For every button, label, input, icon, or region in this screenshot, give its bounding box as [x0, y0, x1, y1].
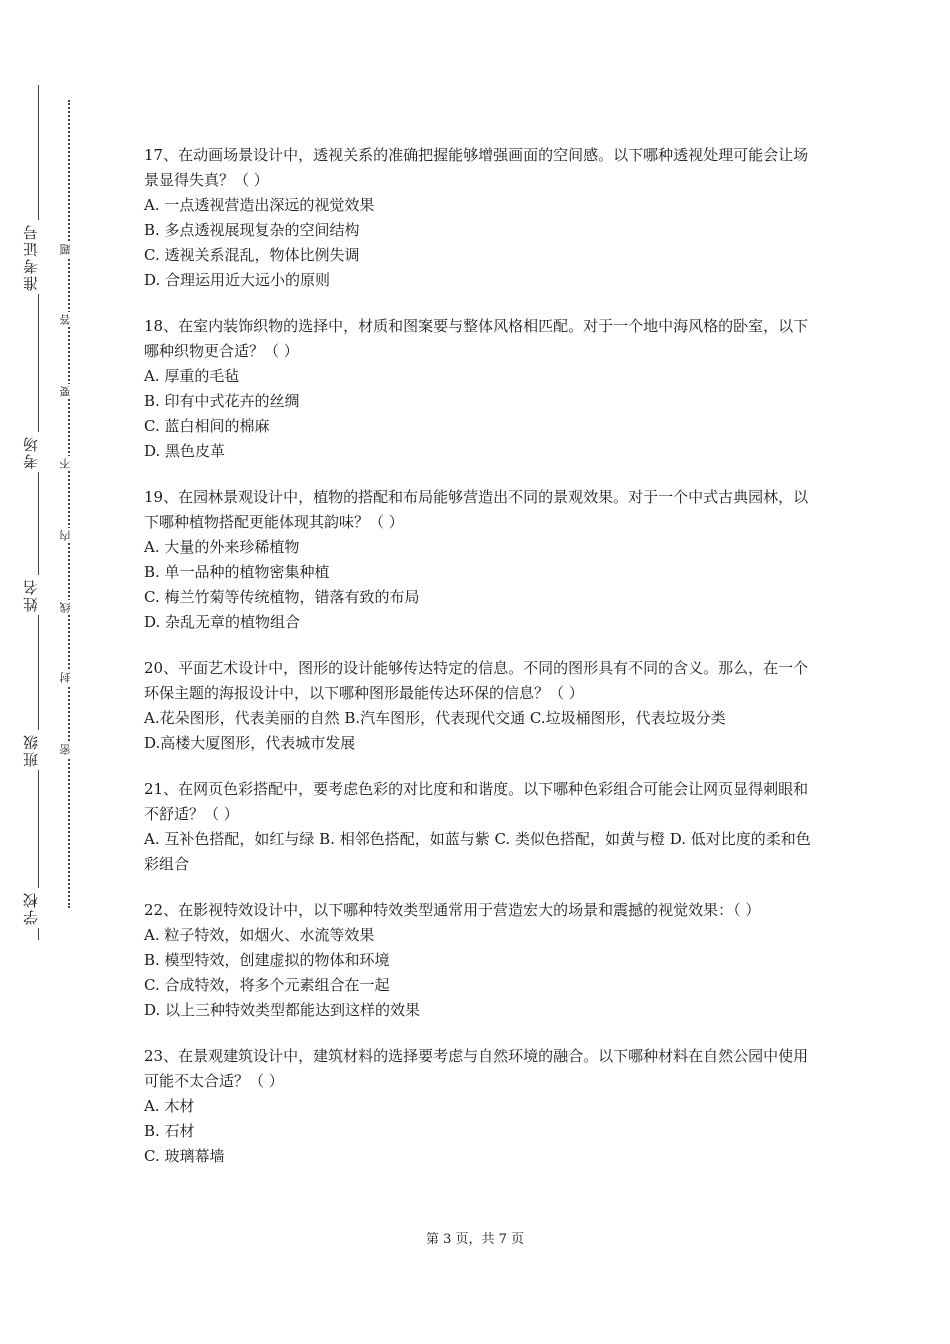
question-text: 23、在景观建筑设计中，建筑材料的选择要考虑与自然环境的融合。以下哪种材料在自然公园中使用可能不太合适？（ ） [144, 1047, 809, 1090]
option-b: B. 模型特效，创建虚拟的物体和环境 [144, 951, 390, 969]
option-c: C. 合成特效，将多个元素组合在一起 [144, 976, 390, 994]
question-text: 21、在网页色彩搭配中，要考虑色彩的对比度和和谐度。以下哪种色彩组合可能会让网页显得刺眼和不舒适？（ ） [144, 780, 809, 823]
option-a: A. 粒子特效，如烟火、水流等效果 [144, 926, 375, 944]
field-class-label: 班级 [24, 730, 54, 770]
question-18 [144, 314, 814, 464]
binding-margin [0, 0, 110, 1344]
question-text: 22、在影视特效设计中，以下哪种特效类型通常用于营造宏大的场景和震撼的视觉效果：（ ） [144, 901, 761, 919]
question-list [144, 143, 814, 1190]
option-a: A. 一点透视营造出深远的视觉效果 [144, 196, 375, 214]
question-21 [144, 777, 814, 877]
seal-char-bu: 不 [60, 456, 76, 471]
binding-dotted-line [68, 100, 70, 908]
question-text: 19、在园林景观设计中，植物的搭配和布局能够营造出不同的景观效果。对于一个中式古典园林，以下哪种植物搭配更能体现其韵味？（ ） [144, 488, 809, 531]
question-23 [144, 1044, 814, 1169]
seal-char-yao: 要 [60, 384, 76, 399]
option-a: A. 厚重的毛毡 [144, 367, 240, 385]
option-d: D. 黑色皮革 [144, 442, 226, 460]
field-name-label: 姓名 [24, 575, 54, 615]
options-inline: A. 互补色搭配，如红与绿 B. 相邻色搭配，如蓝与紫 C. 类似色搭配，如黄与橙 D. 低对比度的柔和色彩组合 [144, 830, 811, 873]
question-text: 20、平面艺术设计中，图形的设计能够传达特定的信息。不同的图形具有不同的含义。那么，在一个环保主题的海报设计中，以下哪种图形最能传达环保的信息？（ ） [144, 659, 809, 702]
seal-char-xian: 线 [60, 600, 76, 615]
option-b: B. 印有中式花卉的丝绸 [144, 392, 300, 410]
question-22 [144, 898, 814, 1023]
question-17 [144, 143, 814, 293]
question-text: 18、在室内装饰织物的选择中，材质和图案要与整体风格相匹配。对于一个地中海风格的卧室，以下哪种织物更合适？（ ） [144, 317, 809, 360]
question-19 [144, 485, 814, 635]
option-a: A. 大量的外来珍稀植物 [144, 538, 300, 556]
seal-char-mi: 密 [60, 742, 76, 757]
option-d: D. 合理运用近大远小的原则 [144, 271, 331, 289]
page-footer: 第 3 页，共 7 页 [425, 1232, 525, 1247]
option-d: D. 以上三种特效类型都能达到这样的效果 [144, 1001, 421, 1019]
option-c: C. 梅兰竹菊等传统植物，错落有致的布局 [144, 588, 420, 606]
field-exam-room-label: 考场 [24, 432, 54, 472]
question-text: 17、在动画场景设计中，透视关系的准确把握能够增强画面的空间感。以下哪种透视处理可能会让场景显得失真？（ ） [144, 146, 809, 189]
options-inline: A.花朵图形，代表美丽的自然 B.汽车图形，代表现代交通 C.垃圾桶图形，代表垃圾分类 [144, 709, 726, 727]
option-c: C. 透视关系混乱，物体比例失调 [144, 246, 360, 264]
option-b: B. 单一品种的植物密集种植 [144, 563, 330, 581]
seal-char-nei: 内 [60, 528, 76, 543]
seal-char-da: 答 [60, 312, 76, 327]
option-b: B. 石材 [144, 1122, 195, 1140]
binding-solid-line [38, 85, 39, 940]
option-a: A. 木材 [144, 1097, 195, 1115]
option-b: B. 多点透视展现复杂的空间结构 [144, 221, 360, 239]
seal-char-feng: 封 [60, 670, 76, 685]
option-c: C. 玻璃幕墙 [144, 1147, 225, 1165]
seal-char-ti: 题 [60, 242, 76, 257]
option-d: D. 杂乱无章的植物组合 [144, 613, 301, 631]
field-exam-number-label: 准考证号 [24, 220, 54, 294]
question-20 [144, 656, 814, 756]
field-school-label: 学校 [24, 888, 54, 928]
option-d: D.高楼大厦图形，代表城市发展 [144, 734, 356, 752]
option-c: C. 蓝白相间的棉麻 [144, 417, 270, 435]
